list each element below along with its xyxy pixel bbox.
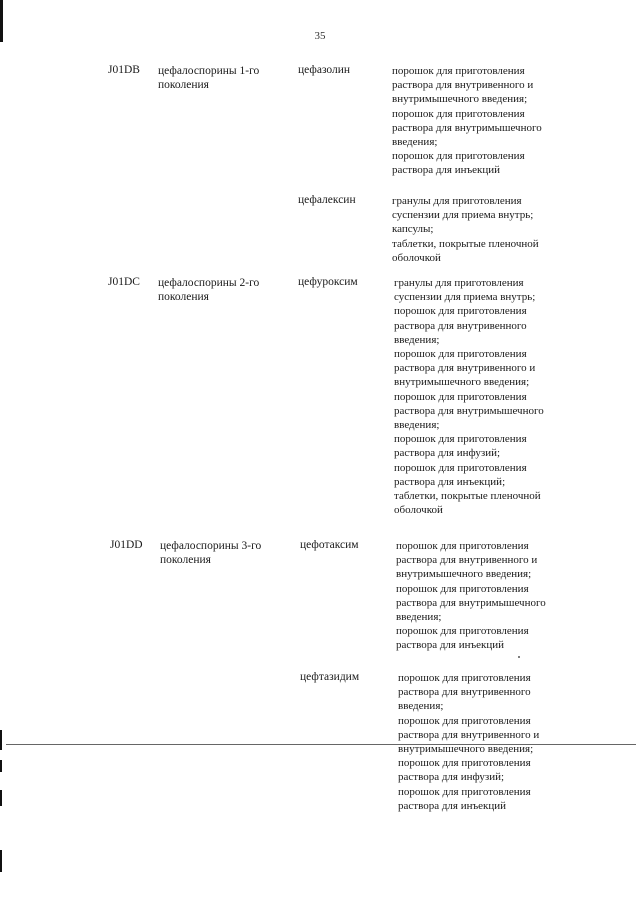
dosage-form-line: раствора для внутривенного — [398, 686, 531, 699]
atc-code-j01dd: J01DD — [110, 539, 143, 551]
dosage-form-line: порошок для приготовления — [398, 714, 531, 727]
dosage-forms-cefotaxime — [396, 539, 636, 653]
dosage-forms-cefalexin — [392, 194, 632, 265]
atc-group-j01db: цефалоспорины 1-го поколения — [158, 65, 260, 91]
dosage-form-line: введения; — [398, 700, 444, 713]
dosage-form-line: порошок для приготовления — [394, 348, 527, 361]
atc-code-j01db: J01DB — [108, 64, 140, 76]
dosage-form-line: порошок для приготовления — [394, 390, 527, 403]
drug-name-cefotaxime: цефотаксим — [300, 539, 359, 551]
dosage-form-line: суспензии для приема внутрь; — [392, 209, 534, 222]
dosage-form-line: порошок для приготовления — [394, 461, 527, 474]
dosage-form-line: порошок для приготовления — [398, 672, 531, 684]
scan-edge-mark — [0, 730, 2, 750]
dosage-form-line: раствора для внутримышечного — [392, 121, 542, 134]
atc-group-j01dc: цефалоспорины 2-го поколения — [158, 277, 260, 303]
scan-edge-mark — [0, 850, 2, 872]
dosage-form-line: раствора для инфузий; — [398, 771, 505, 784]
dosage-form-line: раствора для инъекций; — [394, 475, 506, 488]
dosage-form-line: капсулы; — [392, 223, 434, 236]
dosage-form-line: раствора для внутримышечного — [396, 596, 546, 609]
drug-name-ceftazidime: цефтазидим — [300, 671, 360, 683]
dosage-form-line: внутримышечного введения; — [398, 743, 534, 756]
dosage-form-line: порошок для приготовления — [394, 433, 527, 446]
dosage-form-line: оболочкой — [392, 251, 441, 264]
dosage-form-line: внутримышечного введения; — [396, 568, 532, 581]
dosage-form-line: оболочкой — [394, 504, 443, 517]
drug-name-cefazolin: цефазолин — [298, 64, 351, 76]
dosage-form-line: введения; — [394, 419, 440, 432]
dosage-form-line: порошок для приготовления — [398, 785, 531, 798]
drug-name-cefalexin: цефалексин — [298, 194, 356, 206]
dosage-form-line: порошок для приготовления — [392, 65, 525, 77]
scan-edge-mark — [0, 760, 2, 772]
dosage-form-line: введения; — [396, 611, 442, 624]
page-number: 35 — [314, 30, 326, 42]
dosage-forms-cefuroxime — [394, 276, 634, 517]
dosage-form-line: введения; — [394, 333, 440, 346]
dosage-form-line: раствора для инъекций — [392, 164, 501, 177]
dosage-form-line: таблетки, покрытые пленочной — [394, 490, 541, 503]
dosage-form-line: раствора для инфузий; — [394, 447, 501, 460]
dosage-form-line: порошок для приготовления — [394, 305, 527, 318]
dosage-form-line: раствора для инъекций — [396, 639, 505, 652]
dosage-form-line: порошок для приготовления — [392, 107, 525, 120]
dosage-form-line: раствора для внутривенного и — [396, 554, 538, 567]
atc-group-j01dd: цефалоспорины 3-го поколения — [160, 540, 262, 566]
dosage-form-line: гранулы для приготовления — [394, 277, 524, 289]
scan-horizontal-line — [6, 744, 636, 745]
drug-name-cefuroxime: цефуроксим — [298, 276, 358, 288]
scan-edge-mark — [0, 790, 2, 806]
atc-code-j01dc: J01DC — [108, 276, 140, 288]
dosage-form-line: порошок для приготовления — [396, 540, 529, 552]
dosage-form-line: порошок для приготовления — [392, 150, 525, 163]
dosage-forms-cefazolin — [392, 64, 632, 178]
dosage-forms-ceftazidime — [398, 671, 638, 813]
dosage-form-line: таблетки, покрытые пленочной — [392, 237, 539, 250]
dosage-form-line: раствора для внутривенного — [394, 319, 527, 332]
dosage-form-line: раствора для инъекций — [398, 799, 507, 812]
dosage-form-line: введения; — [392, 136, 438, 149]
dosage-form-line: внутримышечного введения; — [392, 93, 528, 106]
dosage-form-line: порошок для приготовления — [396, 582, 529, 595]
dosage-form-line: порошок для приготовления — [398, 757, 531, 770]
dosage-form-line: порошок для приготовления — [396, 625, 529, 638]
dosage-form-line: раствора для внутривенного и — [394, 362, 536, 375]
scan-edge-mark — [0, 0, 3, 42]
scan-speck — [518, 656, 520, 658]
dosage-form-line: гранулы для приготовления — [392, 195, 522, 207]
dosage-form-line: суспензии для приема внутрь; — [394, 291, 536, 304]
dosage-form-line: раствора для внутривенного и — [398, 728, 540, 741]
dosage-form-line: внутримышечного введения; — [394, 376, 530, 389]
dosage-form-line: раствора для внутримышечного — [394, 404, 544, 417]
dosage-form-line: раствора для внутривенного и — [392, 79, 534, 92]
